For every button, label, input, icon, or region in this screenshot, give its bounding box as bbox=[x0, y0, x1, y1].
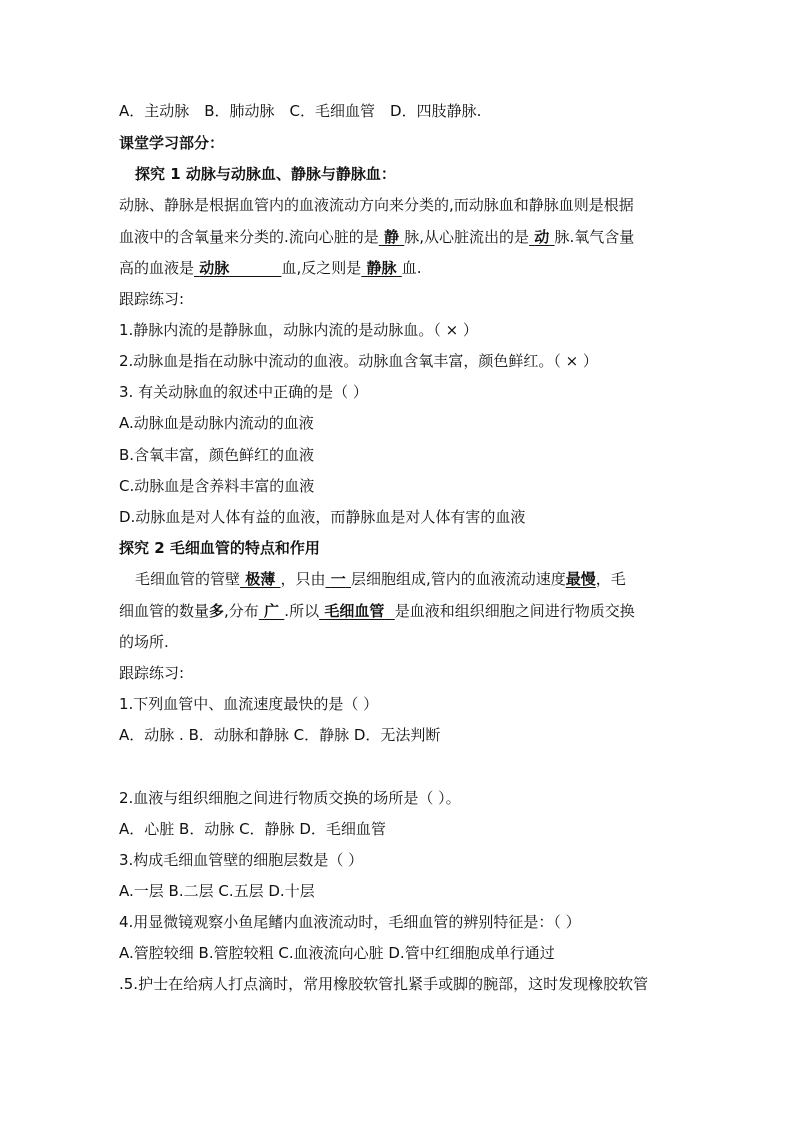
answer-blank: 静脉 bbox=[366, 259, 397, 277]
explore2-title: 探究 2 毛细血管的特点和作用 bbox=[119, 539, 320, 557]
explore2-paragraph-line: 的场所. bbox=[119, 633, 169, 651]
answer-blank: 极薄 bbox=[245, 570, 276, 588]
section-title: 课堂学习部分： bbox=[119, 134, 225, 152]
answer-blank: 最慢 bbox=[565, 570, 596, 588]
answer-blank: 动 bbox=[534, 228, 550, 246]
answer-options: A．动脉 . B．动脉和静脉 C．静脉 D．无法判断 bbox=[119, 726, 441, 744]
answer-blank: 毛细血管 bbox=[324, 602, 385, 620]
explore1-paragraph-line: 血液中的含氧量来分类的.流向心脏的是 静 脉,从心脏流出的是 动 脉.氧气含量 bbox=[119, 228, 635, 246]
question-options: A．主动脉 B．肺动脉 C．毛细血管 D．四肢静脉. bbox=[119, 102, 482, 120]
practice-question: 4.用显微镜观察小鱼尾鳍内血液流动时，毛细血管的辨别特征是：（ ） bbox=[119, 913, 581, 931]
explore1-title: 探究 1 动脉与动脉血、静脉与静脉血： bbox=[135, 165, 396, 183]
answer-blank: 静 bbox=[384, 228, 400, 246]
explore2-paragraph-line: 细血管的数量多,分布 广 .所以 毛细血管 是血液和组织细胞之间进行物质交换 bbox=[119, 602, 635, 620]
answer-blank: 多 bbox=[209, 602, 225, 620]
answer-option: B.含氧丰富，颜色鲜红的血液 bbox=[119, 446, 315, 464]
answer-options: A．心脏 B．动脉 C．静脉 D．毛细血管 bbox=[119, 820, 386, 838]
answer-option: D.动脉血是对人体有益的血液，而静脉血是对人体有害的血液 bbox=[119, 508, 526, 526]
practice-question: 2.动脉血是指在动脉中流动的血液。动脉血含氧丰富，颜色鲜红。（ × ） bbox=[119, 352, 598, 370]
answer-blank: 一 bbox=[330, 570, 346, 588]
answer-blank: 广 bbox=[264, 602, 280, 620]
answer-options: A.管腔较细 B.管腔较粗 C.血液流向心脏 D.管中红细胞成单行通过 bbox=[119, 944, 555, 962]
answer-option: A.动脉血是动脉内流动的血液 bbox=[119, 414, 314, 432]
answer-blank: 动脉 bbox=[199, 259, 230, 277]
answer-options: A.一层 B.二层 C.五层 D.十层 bbox=[119, 882, 315, 900]
explore1-paragraph-line: 高的血液是 动脉 血,反之则是 静脉 血. bbox=[119, 259, 422, 277]
explore2-paragraph-line: 毛细血管的管壁 极薄 ，只由 一 层细胞组成,管内的血液流动速度最慢，毛 bbox=[135, 570, 626, 588]
answer-option: C.动脉血是含养料丰富的血液 bbox=[119, 477, 315, 495]
explore1-paragraph-line: 动脉、静脉是根据血管内的血液流动方向来分类的,而动脉血和静脉血则是根据 bbox=[119, 196, 634, 214]
practice-question: 2.血液与组织细胞之间进行物质交换的场所是（ ）。 bbox=[119, 789, 461, 807]
practice-title: 跟踪练习: bbox=[119, 290, 185, 308]
practice-question: .5.护士在给病人打点滴时，常用橡胶软管扎紧手或脚的腕部，这时发现橡胶软管 bbox=[119, 975, 649, 993]
practice-title: 跟踪练习: bbox=[119, 664, 185, 682]
practice-question: 1.下列血管中、血流速度最快的是（ ） bbox=[119, 695, 379, 713]
practice-question: 3. 有关动脉血的叙述中正确的是（ ） bbox=[119, 383, 368, 401]
practice-question: 1.静脉内流的是静脉血，动脉内流的是动脉血。（ × ） bbox=[119, 321, 478, 339]
practice-question: 3.构成毛细血管壁的细胞层数是（ ） bbox=[119, 851, 364, 869]
